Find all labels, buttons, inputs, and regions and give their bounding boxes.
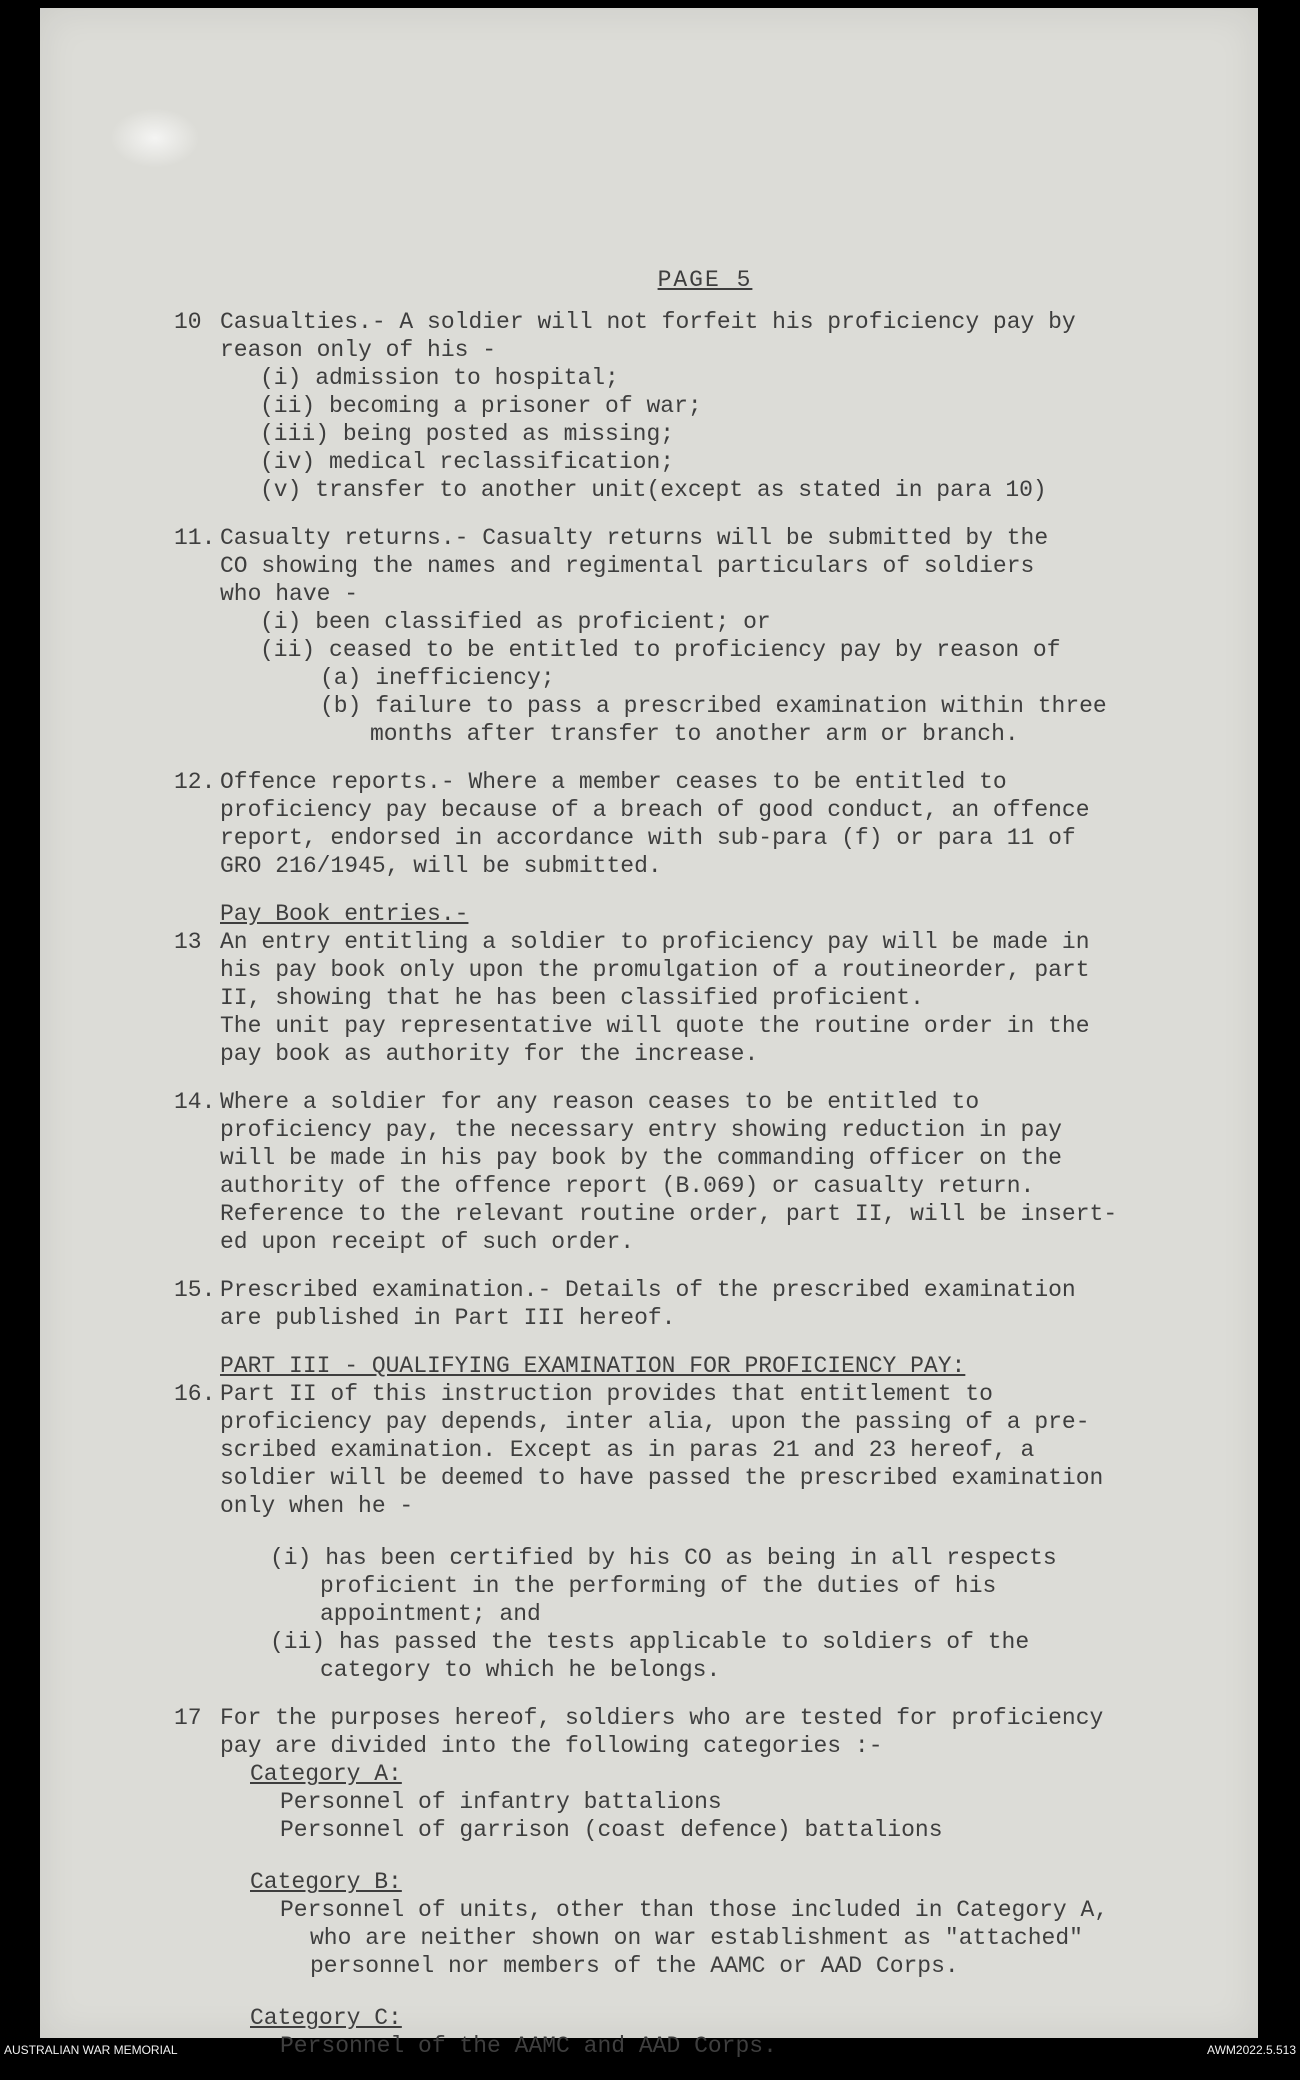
text-line: pay are divided into the following categories :- (220, 1733, 883, 1759)
list-item: (ii) ceased to be entitled to proficiency pay by reason of (260, 637, 1061, 663)
list-item: (iv) medical reclassification; (260, 449, 675, 475)
text-line: Where a soldier for any reason ceases to be entitled to (220, 1089, 980, 1115)
document-body (174, 266, 1220, 2080)
category-line: Personnel of units, other than those included in Category A, (280, 1897, 1109, 1923)
text-line: pay book as authority for the increase. (220, 1041, 759, 1067)
spacer (220, 1520, 1220, 1544)
sub-list-item: months after transfer to another arm or branch. (370, 721, 1019, 747)
paragraph-12 (174, 768, 1220, 880)
list-item: category to which he belongs. (320, 1657, 721, 1683)
paragraph-11 (174, 524, 1220, 748)
category-a-heading: Category A: (250, 1761, 402, 1787)
text-line: Casualty returns.- Casualty returns will be submitted by the (220, 525, 1049, 551)
list-item: (ii) becoming a prisoner of war; (260, 393, 702, 419)
footer-reference: AWM2022.5.513 (1207, 2043, 1296, 2057)
text-line: reason only of his - (220, 337, 497, 363)
category-line: Personnel of the AAMC and AAD Corps. (280, 2033, 777, 2059)
paragraph-15 (174, 1276, 1220, 1332)
paragraph-14 (174, 1088, 1220, 1256)
spacer (220, 1980, 1220, 2004)
paragraph-number: 14. (174, 1089, 216, 1115)
paragraph-13 (174, 900, 1220, 1068)
text-line: who have - (220, 581, 359, 607)
list-item: (ii) has passed the tests applicable to soldiers of the (270, 1629, 1030, 1655)
text-line: II, showing that he has been classified proficient. (220, 985, 924, 1011)
text-line: ed upon receipt of such order. (220, 1229, 635, 1255)
paragraph-number: 15. (174, 1277, 216, 1303)
text-line: GRO 216/1945, will be submitted. (220, 853, 662, 879)
list-item: (iii) being posted as missing; (260, 421, 675, 447)
page-title: PAGE 5 (657, 267, 753, 293)
section-heading: Pay Book entries.- (220, 901, 469, 927)
text-line: proficiency pay because of a breach of good conduct, an offence (220, 797, 1090, 823)
text-line: Prescribed examination.- Details of the prescribed examination (220, 1277, 1076, 1303)
section-heading: PART III - QUALIFYING EXAMINATION FOR PROFICIENCY PAY: (220, 1353, 966, 1379)
paragraph-16 (174, 1352, 1220, 1684)
sub-list-item: (b) failure to pass a prescribed examination within three (320, 693, 1107, 719)
text-line: An entry entitling a soldier to proficiency pay will be made in (220, 929, 1090, 955)
text-line: CO showing the names and regimental particulars of soldiers (220, 553, 1035, 579)
text-line: Part II of this instruction provides that entitlement to (220, 1381, 993, 1407)
category-line: personnel nor members of the AAMC or AAD Corps. (310, 1953, 959, 1979)
text-line: The unit pay representative will quote the routine order in the (220, 1013, 1090, 1039)
text-line: will be made in his pay book by the commanding officer on the (220, 1145, 1062, 1171)
text-line: For the purposes hereof, soldiers who are tested for proficiency (220, 1705, 1104, 1731)
category-b-heading: Category B: (250, 1869, 402, 1895)
text-line: his pay book only upon the promulgation of a routineorder, part (220, 957, 1090, 983)
text-line: scribed examination. Except as in paras 21 and 23 hereof, a (220, 1437, 1035, 1463)
text-line: are published in Part III hereof. (220, 1305, 676, 1331)
paragraph-10 (174, 308, 1220, 504)
list-item: (i) has been certified by his CO as being in all respects (270, 1545, 1057, 1571)
paragraph-number: 10 (174, 309, 202, 335)
text-line: Reference to the relevant routine order, part II, will be insert- (220, 1201, 1118, 1227)
category-line: who are neither shown on war establishment as "attached" (310, 1925, 1083, 1951)
list-item: (v) transfer to another unit(except as stated in para 10) (260, 477, 1047, 503)
text-line: Offence reports.- Where a member ceases to be entitled to (220, 769, 1007, 795)
text-line: authority of the offence report (B.069) or casualty return. (220, 1173, 1035, 1199)
footer-source: AUSTRALIAN WAR MEMORIAL (4, 2043, 178, 2057)
list-item: (i) admission to hospital; (260, 365, 619, 391)
category-line: Personnel of infantry battalions (280, 1789, 722, 1815)
spacer (220, 1844, 1220, 1868)
list-item: proficient in the performing of the duties of his (320, 1573, 997, 1599)
paragraph-number: 12. (174, 769, 216, 795)
list-item: appointment; and (320, 1601, 541, 1627)
sub-list-item: (a) inefficiency; (320, 665, 555, 691)
text-line: Casualties.- A soldier will not forfeit his proficiency pay by (220, 309, 1076, 335)
paper-crease (110, 108, 200, 168)
paragraph-number: 11. (174, 525, 216, 551)
category-c-heading: Category C: (250, 2005, 402, 2031)
paragraph-17 (174, 1704, 1220, 2060)
category-line: Personnel of garrison (coast defence) battalions (280, 1817, 943, 1843)
list-item: (i) been classified as proficient; or (260, 609, 771, 635)
text-line: proficiency pay depends, inter alia, upon the passing of a pre- (220, 1409, 1090, 1435)
paragraph-number: 13 (174, 929, 202, 955)
text-line: only when he - (220, 1493, 414, 1519)
text-line: proficiency pay, the necessary entry showing reduction in pay (220, 1117, 1062, 1143)
paragraph-number: 17 (174, 1705, 202, 1731)
paragraph-number: 16. (174, 1381, 216, 1407)
text-line: report, endorsed in accordance with sub-para (f) or para 11 of (220, 825, 1076, 851)
text-line: soldier will be deemed to have passed the prescribed examination (220, 1465, 1104, 1491)
